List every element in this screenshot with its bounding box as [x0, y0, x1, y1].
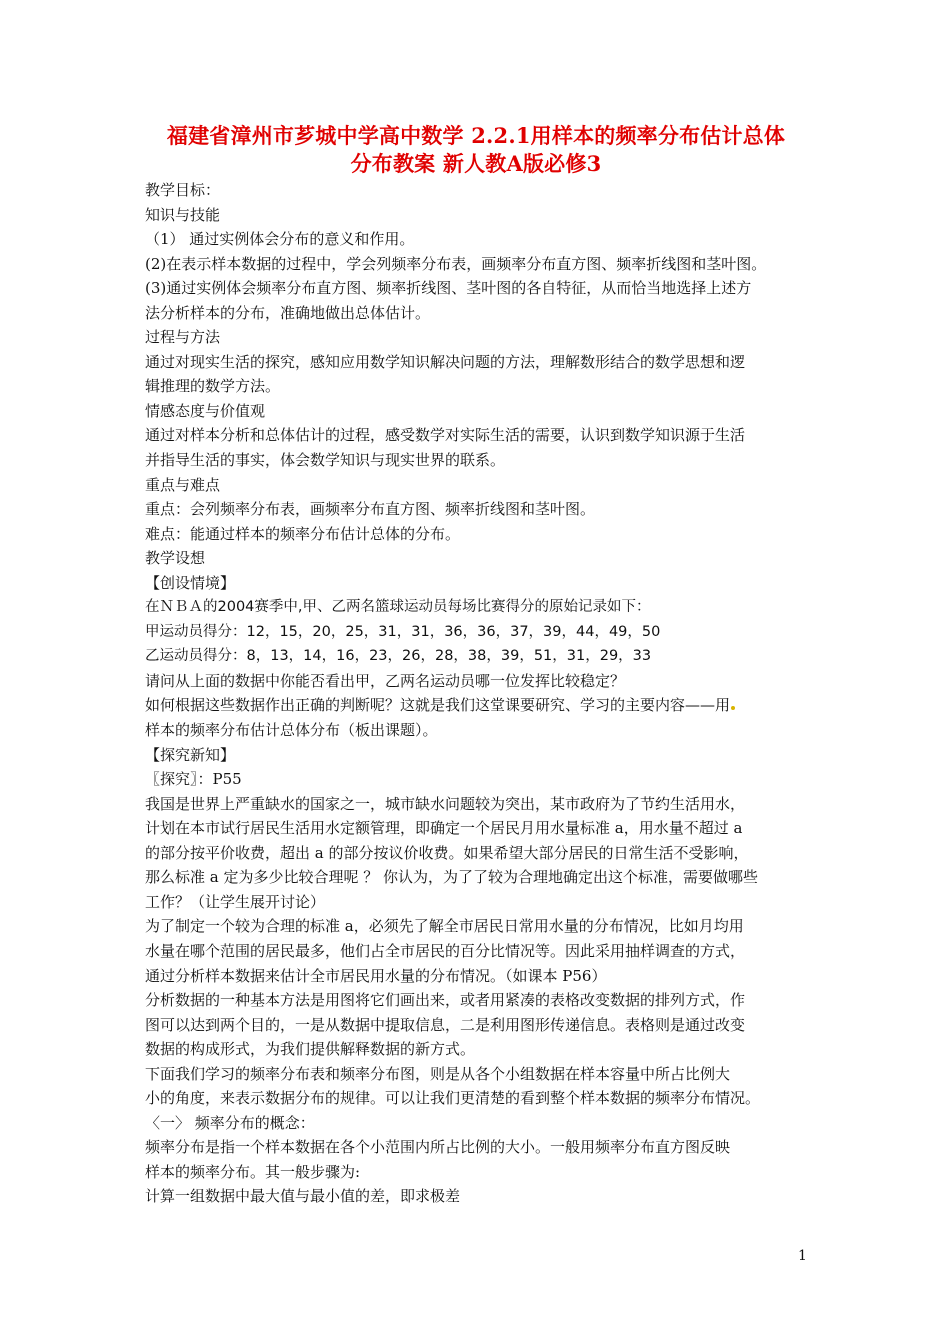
paragraph-line: 并指导生活的事实，体会数学知识与现实世界的联系。 [145, 451, 506, 470]
yellow-dot-mark [731, 706, 735, 710]
paragraph-line: 在ＮＢＡ的2004赛季中,甲、乙两名篮球运动员每场比赛得分的原始记录如下： [145, 599, 651, 616]
paragraph-line: 重点：会列频率分布表，画频率分布直方图、频率折线图和茎叶图。 [145, 500, 596, 519]
paragraph-line: 通过分析样本数据来估计全市居民用水量的分布情况。（如课本 P56） [145, 966, 607, 985]
paragraph-line: 工作？（让学生展开讨论） [145, 892, 326, 911]
player-b-scores: 乙运动员得分：8，13，14，16，23，26，28，38，39，51，31，29，33 [145, 648, 652, 665]
section-heading: 教学目标： [145, 181, 221, 199]
paragraph-line: 水量在哪个范围的居民最多，他们占全市居民的百分比情况等。因此采用抽样调查的方式， [145, 941, 746, 960]
paragraph-line: 那么标准 a 定为多少比较合理呢 ？ 你认为，为了了较为合理地确定出这个标准，需要做哪些 [145, 868, 759, 887]
subsection-heading: 重点与难点 [145, 475, 221, 494]
paragraph-line: 为了制定一个较为合理的标准 a，必须先了解全市居民日常用水量的分布情况，比如月均用 [145, 917, 744, 936]
subsection-heading: 〈一〉 频率分布的概念： [145, 1113, 315, 1132]
paragraph-line: 通过对现实生活的探究，感知应用数学知识解决问题的方法，理解数形结合的数学思想和逻 [145, 352, 746, 371]
document-title-line-1: 福建省漳州市芗城中学高中数学 2.2.1用样本的频率分布估计总体 [166, 123, 786, 148]
section-heading: 教学设想 [145, 549, 206, 568]
paragraph-line: 通过对样本分析和总体估计的过程，感受数学对实际生活的需要，认识到数学知识源于生活 [145, 426, 746, 445]
paragraph-line: 计算一组数据中最大值与最小值的差，即求极差 [145, 1187, 461, 1206]
subsection-heading: 知识与技能 [145, 205, 221, 224]
paragraph-line: 样本的频率分布。其一般步骤为: [145, 1162, 361, 1181]
page-number: 1 [798, 1248, 807, 1264]
paragraph-line: 〖探究〗：P55 [145, 770, 242, 789]
bracket-heading: 【探究新知】 [145, 745, 236, 764]
bracket-heading: 【创设情境】 [145, 573, 236, 592]
paragraph-line: 计划在本市试行居民生活用水定额管理，即确定一个居民月用水量标准 a，用水量不超过 a [145, 819, 743, 838]
paragraph-text: 如何根据这些数据作出正确的判断呢？这就是我们这堂课要研究、学习的主要内容——用 [145, 696, 731, 715]
paragraph-line: 频率分布是指一个样本数据在各个小范围内所占比例的大小。一般用频率分布直方图反映 [145, 1138, 731, 1157]
paragraph-line: 数据的构成形式，为我们提供解释数据的新方式。 [145, 1040, 476, 1059]
document-body [145, 178, 817, 1209]
paragraph-line: 辑推理的数学方法。 [145, 377, 281, 396]
paragraph-line: 小的角度，来表示数据分布的规律。可以让我们更清楚的看到整个样本数据的频率分布情况。 [145, 1089, 761, 1108]
paragraph-line: （1） 通过实例体会分布的意义和作用。 [145, 230, 415, 249]
paragraph-line: 我国是世界上严重缺水的国家之一，城市缺水问题较为突出，某市政府为了节约生活用水， [145, 794, 746, 813]
subsection-heading: 过程与方法 [145, 328, 221, 347]
document-title-line-2: 分布教案 新人教A版必修3 [350, 151, 602, 176]
paragraph-line: 样本的频率分布估计总体分布（板出课题）。 [145, 721, 438, 740]
paragraph-line: 法分析样本的分布，准确地做出总体估计。 [145, 303, 431, 322]
paragraph-line: 难点：能通过样本的频率分布估计总体的分布。 [145, 524, 461, 543]
subsection-heading: 情感态度与价值观 [145, 401, 266, 420]
paragraph-line [145, 693, 817, 718]
paragraph-line: (3)通过实例体会频率分布直方图、频率折线图、茎叶图的各自特征，从而恰当地选择上述方 [145, 279, 752, 298]
paragraph-line: 下面我们学习的频率分布表和频率分布图，则是从各个小组数据在样本容量中所占比例大 [145, 1064, 731, 1083]
paragraph-line: 分析数据的一种基本方法是用图将它们画出来，或者用紧凑的表格改变数据的排列方式，作 [145, 991, 746, 1010]
player-a-scores: 甲运动员得分：12，15，20，25，31，31，36，36，37，39，44，49，50 [145, 623, 661, 640]
paragraph-line: (2)在表示样本数据的过程中，学会列频率分布表，画频率分布直方图、频率折线图和茎叶图。 [145, 254, 767, 273]
paragraph-line: 的部分按平价收费，超出 a 的部分按议价收费。如果希望大部分居民的日常生活不受影响， [145, 843, 749, 862]
paragraph-line: 请问从上面的数据中你能否看出甲，乙两名运动员哪一位发挥比较稳定？ [145, 671, 626, 690]
paragraph-line: 图可以达到两个目的，一是从数据中提取信息，二是利用图形传递信息。表格则是通过改变 [145, 1015, 746, 1034]
